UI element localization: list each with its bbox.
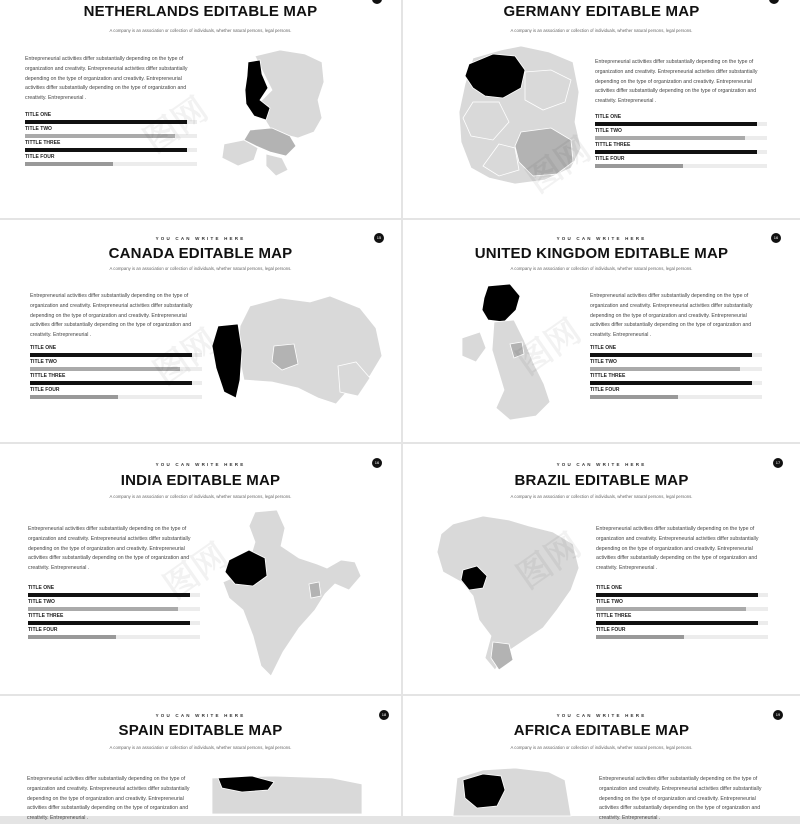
progress-fill [590, 395, 678, 399]
progress-fill [25, 134, 175, 138]
bar-label: TITLE FOUR [30, 387, 60, 393]
watermark: 图网 [137, 90, 215, 161]
progress-fill [595, 122, 757, 126]
slide-body-text: Entrepreneurial activities differ substantially depending on the type of organization and creativity. Entrepreneurial activities differ substantially depending on the type of organization and creativity. Entrepreneurial activities differ substantially depending on the type of organization and creativity. Entrepreneurial . [30, 293, 193, 339]
map-region [492, 320, 550, 420]
slide-kicker: YOU CAN WRITE HERE [556, 713, 647, 718]
progress-fill [28, 621, 190, 625]
slide-india[interactable] [0, 444, 401, 694]
slide-kicker: YOU CAN WRITE HERE [556, 462, 647, 467]
progress-fill [596, 621, 758, 625]
slide-brazil[interactable] [403, 444, 800, 694]
slide-netherlands[interactable] [0, 0, 401, 218]
bar-label: TITTLE THREE [28, 613, 64, 619]
watermark: 图网 [510, 312, 588, 383]
bar-label: TITLE FOUR [28, 627, 58, 633]
slide-title: BRAZIL EDITABLE MAP [514, 472, 689, 489]
slide-title: AFRICA EDITABLE MAP [513, 722, 690, 739]
progress-track [28, 621, 200, 625]
progress-fill [590, 353, 752, 357]
progress-fill [28, 607, 178, 611]
progress-bars [30, 344, 202, 400]
watermark: 图网 [147, 322, 225, 393]
progress-track [590, 381, 762, 385]
progress-track [25, 162, 197, 166]
progress-track [596, 635, 768, 639]
progress-track [25, 134, 197, 138]
progress-track [590, 395, 762, 399]
progress-track [595, 122, 767, 126]
progress-track [30, 381, 202, 385]
bar-label: TITLE FOUR [25, 154, 55, 160]
progress-track [30, 367, 202, 371]
slide-title: CANADA EDITABLE MAP [108, 245, 293, 262]
progress-fill [30, 353, 192, 357]
bar-label: TITTLE THREE [595, 142, 631, 148]
bar-label: TITTLE THREE [590, 373, 626, 379]
bar-label: TITLE ONE [596, 585, 623, 591]
progress-fill [595, 164, 683, 168]
progress-track [596, 593, 768, 597]
bar-label: TITTLE THREE [596, 613, 632, 619]
bar-label: TITLE TWO [590, 359, 617, 365]
progress-fill [28, 635, 116, 639]
progress-track [28, 607, 200, 611]
bar-label: TITLE FOUR [595, 156, 625, 162]
slide-subtitle: A company is an association or collection of individuals, whether natural persons, legal persons. [510, 266, 693, 271]
progress-track [30, 395, 202, 399]
germany-map[interactable] [453, 40, 583, 190]
progress-track [595, 150, 767, 154]
slide-subtitle: A company is an association or collection of individuals, whether natural persons, legal persons. [109, 28, 292, 33]
bar-label: TITLE TWO [595, 128, 622, 134]
progress-track [25, 148, 197, 152]
progress-bars [28, 584, 200, 640]
map-region [266, 154, 288, 176]
slide-germany[interactable] [403, 0, 800, 218]
bar-label: TITLE TWO [30, 359, 57, 365]
progress-fill [25, 148, 187, 152]
progress-track [28, 593, 200, 597]
slide-spain[interactable] [0, 696, 401, 822]
slide-number-badge: 17 [773, 458, 783, 468]
slide-kicker: YOU CAN WRITE HERE [155, 236, 246, 241]
bar-label: TITLE TWO [28, 599, 55, 605]
africa-map[interactable] [453, 766, 573, 816]
bar-label: TITTLE THREE [25, 140, 61, 146]
progress-fill [596, 593, 758, 597]
map-region-secondary [309, 582, 321, 598]
progress-fill [596, 635, 684, 639]
slide-number-badge: 15 [374, 233, 384, 243]
slide-body-text: Entrepreneurial activities differ substantially depending on the type of organization and creativity. Entrepreneurial activities differ substantially depending on the type of organization and creativity. Entrepreneurial activities differ substantially depending on the type of organization and creativity. Entrepreneurial . [596, 526, 759, 572]
map-region-highlight [482, 284, 520, 322]
slide-body-text: Entrepreneurial activities differ substantially depending on the type of organization and creativity. Entrepreneurial activities differ substantially depending on the type of organization and creativity. Entrepreneurial activities differ substantially depending on the type of organization and creativity. Entrepreneurial . [28, 526, 191, 572]
slide-title: UNITED KINGDOM EDITABLE MAP [474, 245, 729, 262]
slide-title: SPAIN EDITABLE MAP [118, 722, 283, 739]
canada-map[interactable] [210, 292, 385, 417]
progress-track [590, 353, 762, 357]
netherlands-map[interactable] [210, 48, 330, 178]
slide-subtitle: A company is an association or collection of individuals, whether natural persons, legal persons. [109, 494, 292, 499]
united-kingdom-map[interactable] [458, 280, 568, 425]
map-region [223, 510, 361, 676]
spain-map[interactable] [212, 774, 362, 814]
slide-body-text: Entrepreneurial activities differ substantially depending on the type of organization and creativity. Entrepreneurial activities differ substantially depending on the type of organization and creativity. Entrepreneurial activities differ substantially depending on the type of organization and creativity. Entrepreneurial . [599, 776, 762, 822]
map-region [255, 50, 324, 138]
slide-title: INDIA EDITABLE MAP [120, 472, 281, 489]
bar-label: TITLE ONE [25, 112, 52, 118]
progress-fill [30, 381, 192, 385]
progress-fill [25, 120, 187, 124]
progress-track [595, 136, 767, 140]
bar-label: TITLE ONE [590, 345, 617, 351]
progress-track [28, 635, 200, 639]
slide-canada[interactable] [0, 220, 401, 442]
progress-fill [30, 395, 118, 399]
slide-body-text: Entrepreneurial activities differ substantially depending on the type of organization and creativity. Entrepreneurial activities differ substantially depending on the type of organization and creativity. Entrepreneurial activities differ substantially depending on the type of organization and creativity. Entrepreneurial . [590, 293, 753, 339]
progress-fill [30, 367, 180, 371]
bar-label: TITTLE THREE [30, 373, 66, 379]
progress-bars [596, 584, 768, 640]
slide-kicker: YOU CAN WRITE HERE [155, 462, 246, 467]
bar-label: TITLE FOUR [590, 387, 620, 393]
slide-title: GERMANY EDITABLE MAP [503, 3, 700, 20]
progress-track [30, 353, 202, 357]
slide-subtitle: A company is an association or collection of individuals, whether natural persons, legal persons. [109, 266, 292, 271]
slide-africa[interactable] [403, 696, 800, 822]
slide-subtitle: A company is an association or collection of individuals, whether natural persons, legal persons. [510, 28, 693, 33]
slide-united-kingdom[interactable] [403, 220, 800, 442]
slide-number-badge: 16 [372, 458, 382, 468]
bar-label: TITLE ONE [28, 585, 55, 591]
brazil-map[interactable] [433, 510, 583, 675]
slide-number-badge: 18 [379, 710, 389, 720]
progress-track [596, 607, 768, 611]
progress-bars [595, 113, 767, 169]
slide-kicker: YOU CAN WRITE HERE [155, 713, 246, 718]
progress-track [595, 164, 767, 168]
slide-title: NETHERLANDS EDITABLE MAP [83, 3, 318, 20]
bar-label: TITLE TWO [25, 126, 52, 132]
progress-track [25, 120, 197, 124]
progress-fill [590, 381, 752, 385]
slide-number-badge: 19 [773, 710, 783, 720]
progress-track [590, 367, 762, 371]
slide-kicker: YOU CAN WRITE HERE [556, 236, 647, 241]
progress-fill [590, 367, 740, 371]
progress-track [596, 621, 768, 625]
progress-bars [590, 344, 762, 400]
slide-subtitle: A company is an association or collection of individuals, whether natural persons, legal persons. [510, 494, 693, 499]
bar-label: TITLE TWO [596, 599, 623, 605]
bar-label: TITLE ONE [30, 345, 57, 351]
slide-subtitle: A company is an association or collection of individuals, whether natural persons, legal persons. [510, 745, 693, 750]
india-map[interactable] [215, 506, 365, 686]
progress-bars [25, 111, 197, 167]
progress-fill [595, 136, 745, 140]
bar-label: TITLE ONE [595, 114, 622, 120]
slide-body-text: Entrepreneurial activities differ substantially depending on the type of organization and creativity. Entrepreneurial activities differ substantially depending on the type of organization and creativity. Entrepreneurial activities differ substantially depending on the type of organization and creativity. Entrepreneurial . [27, 776, 190, 822]
map-region-highlight [212, 324, 242, 398]
map-region [462, 332, 486, 362]
watermark: 图网 [157, 536, 235, 607]
progress-fill [595, 150, 757, 154]
progress-fill [28, 593, 190, 597]
slide-body-text: Entrepreneurial activities differ substantially depending on the type of organization and creativity. Entrepreneurial activities differ substantially depending on the type of organization and creativity. Entrepreneurial activities differ substantially depending on the type of organization and creativity. Entrepreneurial . [595, 59, 758, 105]
progress-fill [596, 607, 746, 611]
slide-number-badge: 16 [771, 233, 781, 243]
bar-label: TITLE FOUR [596, 627, 626, 633]
slide-body-text: Entrepreneurial activities differ substantially depending on the type of organization and creativity. Entrepreneurial activities differ substantially depending on the type of organization and creativity. Entrepreneurial activities differ substantially depending on the type of organization and creativity. Entrepreneurial . [25, 56, 188, 102]
progress-fill [25, 162, 113, 166]
slide-subtitle: A company is an association or collection of individuals, whether natural persons, legal persons. [109, 745, 292, 750]
